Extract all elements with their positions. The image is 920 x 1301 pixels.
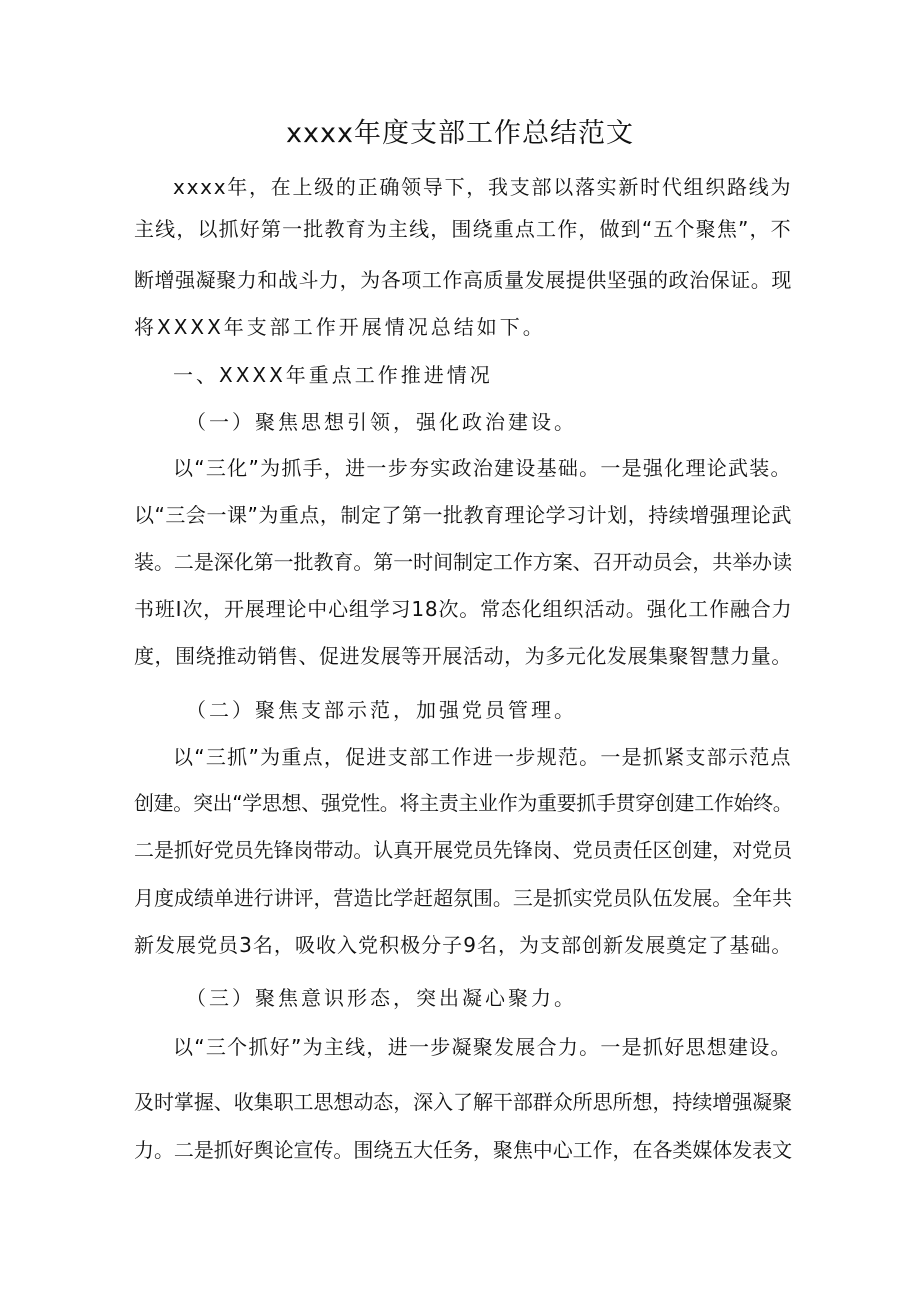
sub1-line-3: 装。二是深化第一批教育。第一时间制定工作方案、召开动员会，共举办读 <box>134 550 793 574</box>
sub2-line-3: 二是抓好党员先锋岗带动。认真开展党员先锋岗、党员责任区创建，对党员 <box>134 838 793 862</box>
intro-line-1: xxxx年，在上级的正确领导下，我支部以落实新时代组织路线为 <box>173 175 793 199</box>
sub2-line-2: 创建。突出“学思想、强党性。将主责主业作为重要抓手贯穿创建工作始终。 <box>134 791 793 815</box>
subsection-heading-2: （二）聚焦支部示范，加强党员管理。 <box>186 698 577 722</box>
sub3-line-3: 力。二是抓好舆论宣传。围绕五大任务，聚焦中心工作，在各类媒体发表文 <box>134 1138 793 1162</box>
section-heading-1: 一、XXXX年重点工作推进情况 <box>173 363 493 387</box>
intro-line-4: 将XXXX年支部工作开展情况总结如下。 <box>134 315 546 339</box>
sub2-line-1: 以“三抓”为重点，促进支部工作进一步规范。一是抓紧支部示范点 <box>173 745 792 769</box>
sub1-line-1: 以“三化”为抓手，进一步夯实政治建设基础。一是强化理论武装。 <box>173 456 792 480</box>
sub2-line-5: 新发展党员3名，吸收入党积极分子9名，为支部创新发展奠定了基础。 <box>134 933 793 957</box>
sub1-line-4: 书班I次，开展理论中心组学习18次。常态化组织活动。强化工作融合力 <box>134 597 793 621</box>
subsection-heading-1: （一）聚焦思想引领，强化政治建设。 <box>186 410 577 434</box>
intro-line-2: 主线，以抓好第一批教育为主线，围绕重点工作，做到“五个聚焦”，不 <box>134 217 792 241</box>
sub1-line-2: 以“三会一课”为重点，制定了第一批教育理论学习计划，持续增强理论武 <box>134 503 792 527</box>
sub2-line-4: 月度成绩单进行讲评，营造比学赶超氛围。三是抓实党员队伍发展。全年共 <box>134 886 793 910</box>
sub3-line-1: 以“三个抓好”为主线，进一步凝聚发展合力。一是抓好思想建设。 <box>173 1035 792 1059</box>
document-title: xxxx年度支部工作总结范文 <box>286 118 634 149</box>
sub3-line-2: 及时掌握、收集职工思想动态，深入了解干部群众所思所想，持续增强凝聚 <box>134 1090 793 1114</box>
subsection-heading-3: （三）聚焦意识形态，突出凝心聚力。 <box>186 986 577 1010</box>
sub1-line-5: 度，围绕推动销售、促进发展等开展活动，为多元化发展集聚智慧力量。 <box>134 644 792 668</box>
intro-line-3: 断增强凝聚力和战斗力，为各项工作高质量发展提供坚强的政治保证。现 <box>134 268 792 292</box>
